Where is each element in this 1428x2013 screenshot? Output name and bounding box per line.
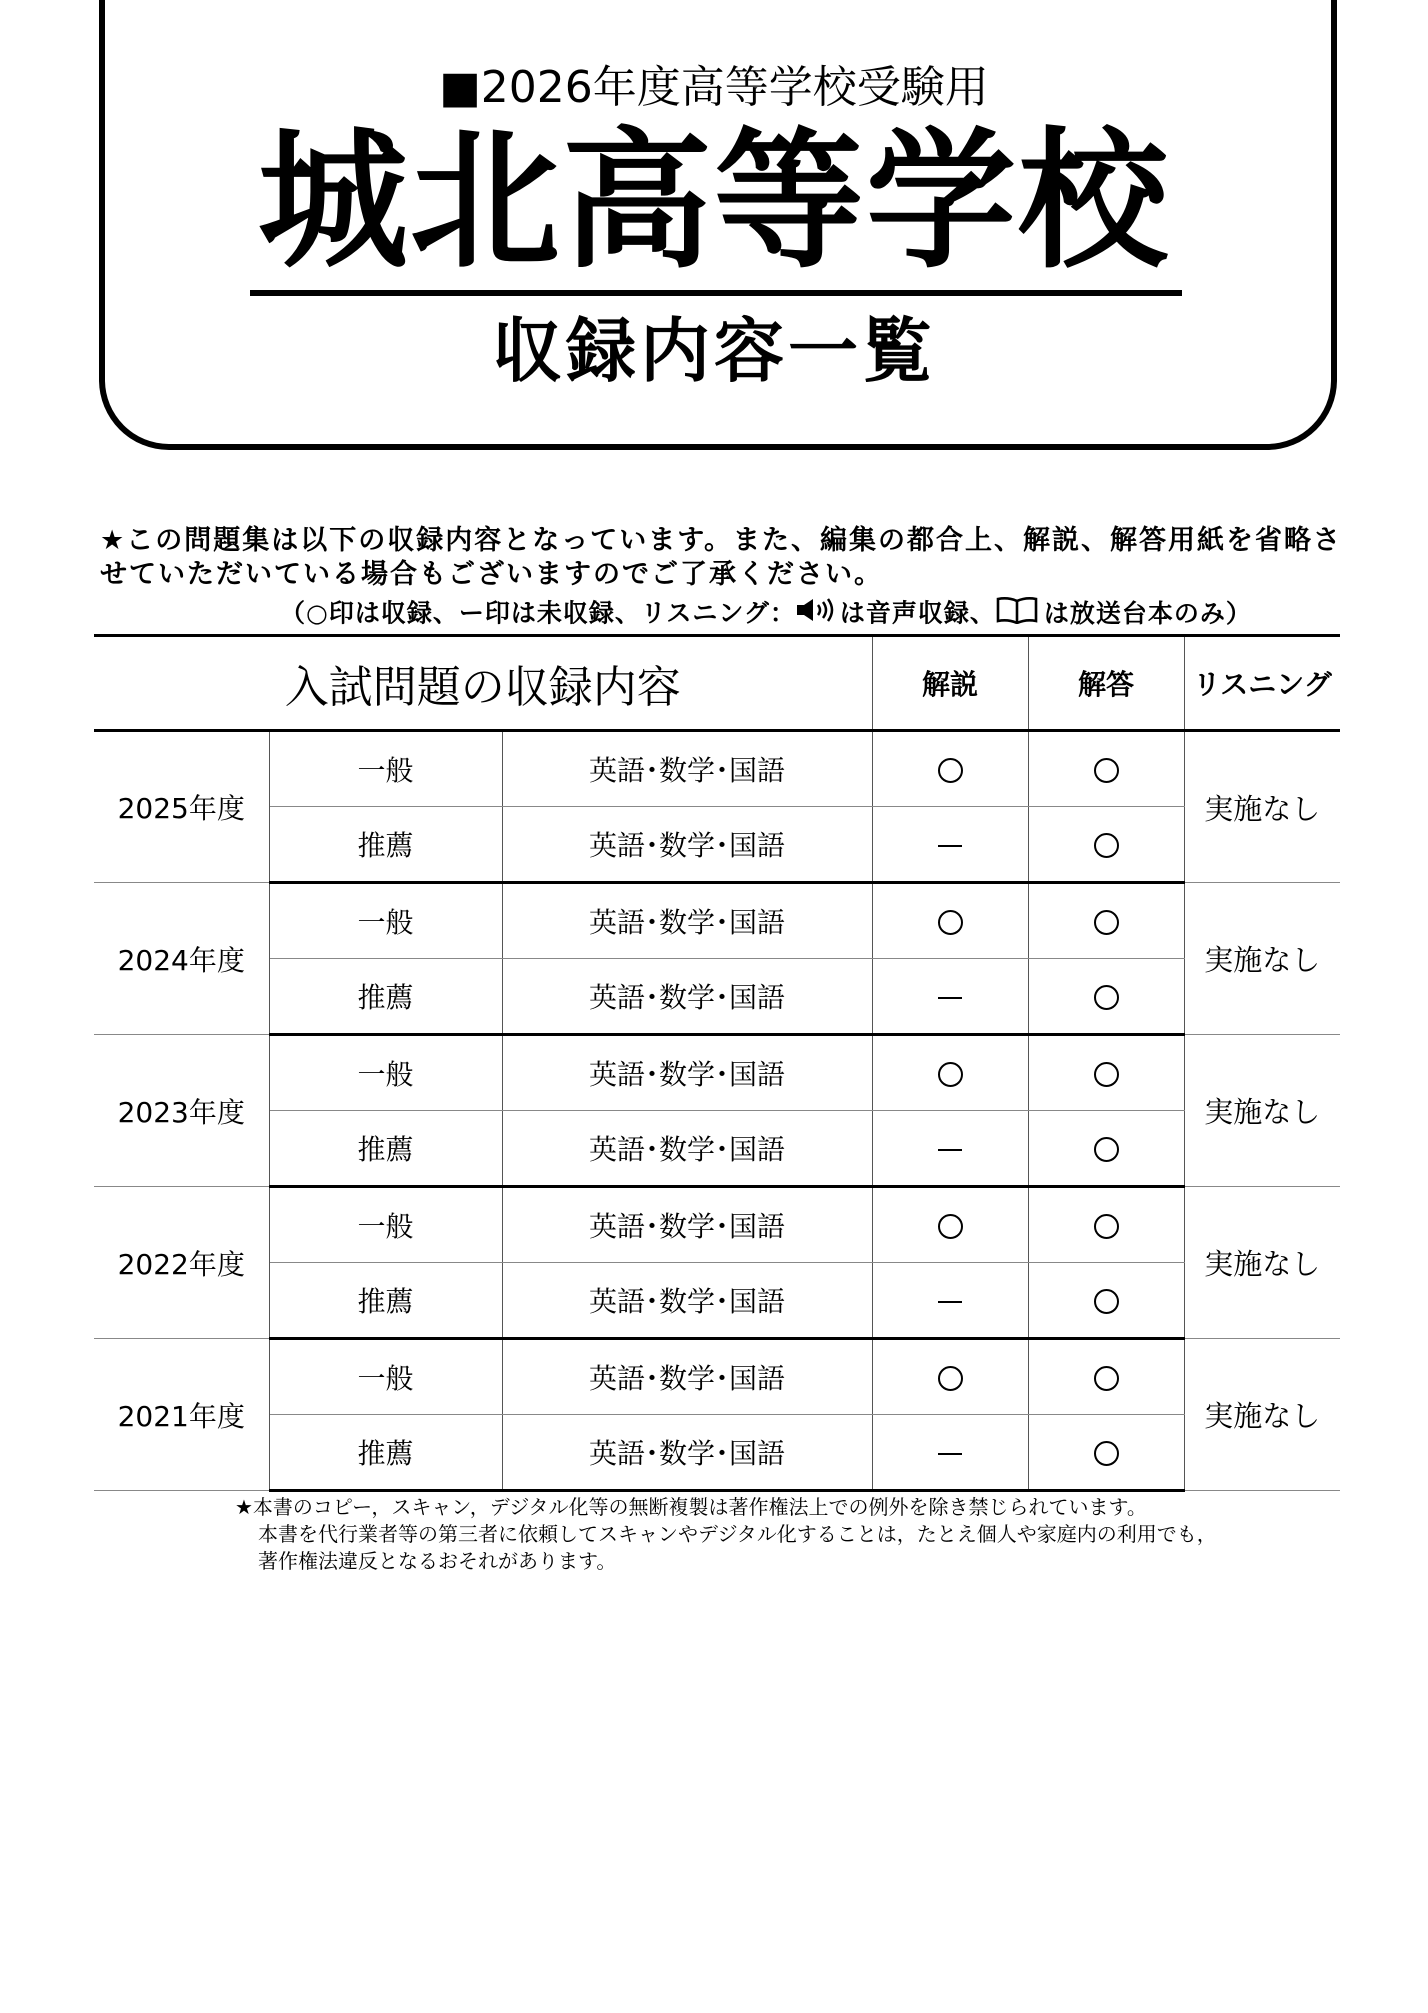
title-underline — [250, 290, 1182, 296]
school-name-title: 城北高等学校 — [257, 115, 1170, 289]
recorded-circle-mark — [1094, 1137, 1119, 1162]
recorded-circle-mark — [1094, 758, 1119, 783]
recorded-circle-mark — [1094, 1441, 1119, 1466]
recorded-circle-mark — [938, 910, 963, 935]
table-row — [94, 1187, 1340, 1263]
subjects-cell: 英語･数学･国語 — [502, 807, 872, 883]
recorded-circle-mark — [938, 1214, 963, 1239]
table-row — [94, 959, 1340, 1035]
recorded-circle-mark — [1094, 1062, 1119, 1087]
contents-table — [94, 634, 1340, 1492]
answers-cell — [1028, 1415, 1184, 1491]
subjects-cell: 英語･数学･国語 — [502, 1263, 872, 1339]
recorded-circle-mark — [938, 758, 963, 783]
explanation-cell — [872, 807, 1028, 883]
explanation-cell — [872, 1035, 1028, 1111]
listening-cell: 実施なし — [1184, 1035, 1340, 1187]
recorded-circle-mark — [1094, 1366, 1119, 1391]
speaker-icon — [796, 597, 840, 632]
note-line-1: ★この問題集は以下の収録内容となっています。また、編集の都合上、解説、解答用紙を省略さ — [100, 525, 1343, 556]
year-cell: 2024年度 — [94, 883, 269, 1035]
header-entrance-contents: 入試問題の収録内容 — [94, 636, 872, 731]
exam-type-cell: 推薦 — [269, 959, 502, 1035]
table-row — [94, 1111, 1340, 1187]
table-row — [94, 731, 1340, 807]
exam-type-cell: 推薦 — [269, 1415, 502, 1491]
legend-book-text: は放送台本のみ） — [1043, 598, 1252, 628]
not-recorded-dash-mark — [938, 1301, 962, 1303]
year-cell: 2022年度 — [94, 1187, 269, 1339]
listening-cell: 実施なし — [1184, 1339, 1340, 1491]
legend-circle-text: ○印は収録、 — [306, 598, 459, 628]
not-recorded-dash-mark — [938, 997, 962, 999]
not-recorded-dash-mark — [938, 1453, 962, 1455]
recorded-circle-mark — [1094, 1214, 1119, 1239]
subjects-cell: 英語･数学･国語 — [502, 1111, 872, 1187]
recorded-circle-mark — [1094, 985, 1119, 1010]
contents-list-caption: 収録内容一覧 — [492, 310, 936, 392]
legend-listening-text: リスニング： — [640, 598, 796, 628]
listening-cell: 実施なし — [1184, 731, 1340, 883]
subjects-cell: 英語･数学･国語 — [502, 1187, 872, 1263]
header-answers: 解答 — [1028, 636, 1184, 731]
recorded-circle-mark — [938, 1062, 963, 1087]
table-header-row — [94, 636, 1340, 731]
answers-cell — [1028, 883, 1184, 959]
answers-cell — [1028, 807, 1184, 883]
table-row — [94, 1263, 1340, 1339]
explanation-cell — [872, 1415, 1028, 1491]
header-explanation: 解説 — [872, 636, 1028, 731]
exam-year-subtitle: ■2026年度高等学校受験用 — [439, 62, 989, 113]
answers-cell — [1028, 1339, 1184, 1415]
subjects-cell: 英語･数学･国語 — [502, 1339, 872, 1415]
table-row — [94, 1339, 1340, 1415]
explanation-cell — [872, 883, 1028, 959]
explanation-cell — [872, 959, 1028, 1035]
answers-cell — [1028, 731, 1184, 807]
answers-cell — [1028, 1187, 1184, 1263]
subjects-cell: 英語･数学･国語 — [502, 731, 872, 807]
year-cell: 2021年度 — [94, 1339, 269, 1491]
table-row — [94, 807, 1340, 883]
exam-type-cell: 推薦 — [269, 807, 502, 883]
table-row — [94, 1035, 1340, 1111]
not-recorded-dash-mark — [938, 1149, 962, 1151]
explanation-cell — [872, 1263, 1028, 1339]
explanation-cell — [872, 1111, 1028, 1187]
listening-cell: 実施なし — [1184, 883, 1340, 1035]
legend-note — [280, 596, 1252, 633]
legend-audio-text: は音声収録、 — [839, 598, 996, 628]
table-row — [94, 1415, 1340, 1491]
recorded-circle-mark — [1094, 833, 1119, 858]
subjects-cell: 英語･数学･国語 — [502, 883, 872, 959]
year-cell: 2023年度 — [94, 1035, 269, 1187]
exam-type-cell: 推薦 — [269, 1263, 502, 1339]
note-line-2: せていただいている場合もございますのでご了承ください。 — [100, 559, 883, 590]
exam-type-cell: 一般 — [269, 883, 502, 959]
recorded-circle-mark — [1094, 1289, 1119, 1314]
answers-cell — [1028, 1111, 1184, 1187]
copyright-note-line-1: ★本書のコピー，スキャン，デジタル化等の無断複製は著作権法上での例外を除き禁じられています。 — [235, 1495, 1147, 1519]
legend-open-paren: （ — [280, 598, 307, 628]
not-recorded-dash-mark — [938, 845, 962, 847]
subjects-cell: 英語･数学･国語 — [502, 1035, 872, 1111]
answers-cell — [1028, 959, 1184, 1035]
listening-cell: 実施なし — [1184, 1187, 1340, 1339]
answers-cell — [1028, 1035, 1184, 1111]
subjects-cell: 英語･数学･国語 — [502, 1415, 872, 1491]
recorded-circle-mark — [938, 1366, 963, 1391]
year-cell: 2025年度 — [94, 731, 269, 883]
legend-dash-text: ー印は未収録、 — [458, 598, 641, 628]
exam-type-cell: 一般 — [269, 1187, 502, 1263]
answers-cell — [1028, 1263, 1184, 1339]
copyright-note-line-3: 著作権法違反となるおそれがあります。 — [258, 1549, 617, 1573]
exam-type-cell: 一般 — [269, 1035, 502, 1111]
header-listening: リスニング — [1184, 636, 1340, 731]
exam-type-cell: 一般 — [269, 731, 502, 807]
recorded-circle-mark — [1094, 910, 1119, 935]
explanation-cell — [872, 731, 1028, 807]
explanation-cell — [872, 1187, 1028, 1263]
subjects-cell: 英語･数学･国語 — [502, 959, 872, 1035]
exam-type-cell: 推薦 — [269, 1111, 502, 1187]
copyright-note-line-2: 本書を代行業者等の第三者に依頼してスキャンやデジタル化することは，たとえ個人や家庭内の利用でも， — [258, 1522, 1217, 1546]
explanation-cell — [872, 1339, 1028, 1415]
exam-type-cell: 一般 — [269, 1339, 502, 1415]
book-icon — [996, 596, 1038, 633]
table-row — [94, 883, 1340, 959]
